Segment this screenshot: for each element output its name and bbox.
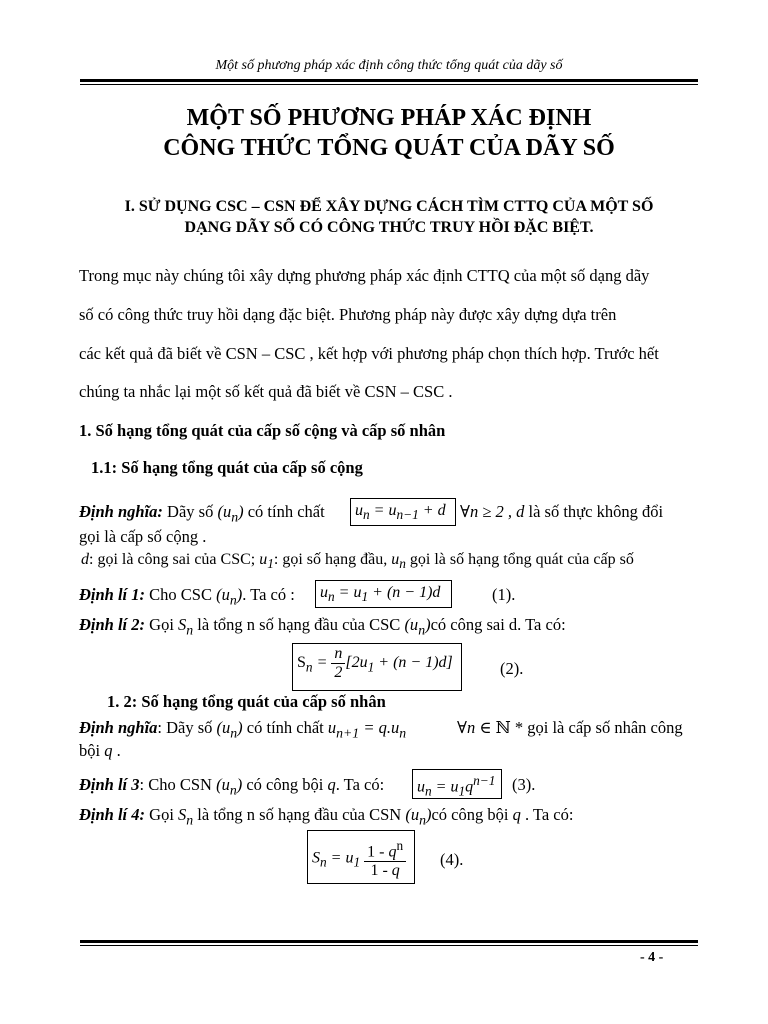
equation-number-2: (2). bbox=[500, 659, 524, 678]
definition-geometric-tail: ∀n ∈ ℕ * gọi là cấp số nhân công bbox=[457, 718, 683, 737]
subsection-heading-1-1: 1.1: Số hạng tổng quát của cấp số cộng bbox=[91, 458, 363, 477]
definition-arithmetic-line2: gọi là cấp số cộng . bbox=[79, 527, 207, 546]
definition-label: Định nghĩa: bbox=[79, 502, 163, 521]
intro-line-3: các kết quả đã biết về CSN – CSC , kết hợp với phương pháp chọn thích hợp. Trước hết bbox=[79, 344, 659, 363]
theorem-4: Định lí 4: Gọi $S_n$ là tổng n số hạng đầu của CSN $(u_n)có$ công bội q . Ta có: bbox=[79, 805, 574, 828]
running-header: Một số phương pháp xác định công thức tổng quát của dãy số bbox=[215, 58, 563, 73]
equation-number-1: (1). bbox=[492, 585, 516, 604]
definition-arithmetic: Định nghĩa: Dãy số $(u_n)$ có tính chất bbox=[79, 502, 325, 525]
header-rule-thick bbox=[80, 79, 698, 82]
formula-arithmetic-def: $u_n = u_{n-1} + d$ bbox=[355, 502, 446, 523]
equation-number-3: (3). bbox=[512, 775, 536, 794]
definition-geometric: Định nghĩa: Dãy số $(u_n)$ có tính chất $u_{n+1} = q.u_n$ bbox=[79, 718, 407, 741]
equation-number-4: (4). bbox=[440, 850, 464, 869]
formula-theorem-4: $S_n = u_1$ $\frac{1 - q^n}{1 - q}$ bbox=[312, 837, 406, 880]
page-number: - 4 - bbox=[640, 950, 664, 965]
section-heading-line2: DẠNG DÃY SỐ CÓ CÔNG THỨC TRUY HỒI ĐẶC BIỆT. bbox=[184, 219, 594, 236]
definition-geometric-line2: bội q . bbox=[79, 741, 121, 760]
formula-theorem-3: $u_n = u_1q^{n-1}$ bbox=[417, 773, 496, 799]
header-rule-thin bbox=[80, 84, 698, 85]
formula-theorem-1: $u_n = u_1 + (n - 1)d$ bbox=[320, 584, 441, 605]
page-title-line2: CÔNG THỨC TỔNG QUÁT CỦA DÃY SỐ bbox=[163, 135, 615, 161]
section-heading-line1: I. SỬ DỤNG CSC – CSN ĐỂ XÂY DỰNG CÁCH TÌM CTTQ CỦA MỘT SỐ bbox=[124, 198, 654, 215]
footer-rule-thin bbox=[80, 945, 698, 946]
page-title-line1: MỘT SỐ PHƯƠNG PHÁP XÁC ĐỊNH bbox=[186, 105, 592, 131]
footer-rule-thick bbox=[80, 940, 698, 943]
definition-arithmetic-note: d: gọi là công sai của CSC; $u_1$: gọi số hạng đầu, $u_n$ gọi là số hạng tổng quát của cấp số bbox=[81, 551, 634, 572]
intro-line-1: Trong mục này chúng tôi xây dựng phương pháp xác định CTTQ của một số dạng dãy bbox=[79, 266, 650, 285]
definition-arithmetic-tail: ∀n ≥ 2 , d là số thực không đổi bbox=[460, 502, 664, 521]
intro-line-4: chúng ta nhắc lại một số kết quả đã biết về CSN – CSC . bbox=[79, 382, 453, 401]
formula-theorem-2: $S_n$ = $\frac{n}{2}$ $[2u_1 + (n - 1)d]$ bbox=[297, 645, 453, 681]
theorem-2: Định lí 2: Gọi $S_n$ là tổng n số hạng đầu của CSC $(u_n)có$ công sai d. Ta có: bbox=[79, 615, 566, 638]
subsection-heading-1: 1. Số hạng tổng quát của cấp số cộng và cấp số nhân bbox=[79, 421, 446, 440]
theorem-1: Định lí 1: Cho CSC $(u_n)$. Ta có : bbox=[79, 585, 295, 608]
theorem-3: Định lí 3: Cho CSN $(u_n)$ có công bội q. Ta có: bbox=[79, 775, 385, 798]
intro-line-2: số có công thức truy hồi dạng đặc biệt. Phương pháp này được xây dựng dựa trên bbox=[79, 305, 617, 324]
subsection-heading-1-2: 1. 2: Số hạng tổng quát của cấp số nhân bbox=[107, 692, 386, 711]
